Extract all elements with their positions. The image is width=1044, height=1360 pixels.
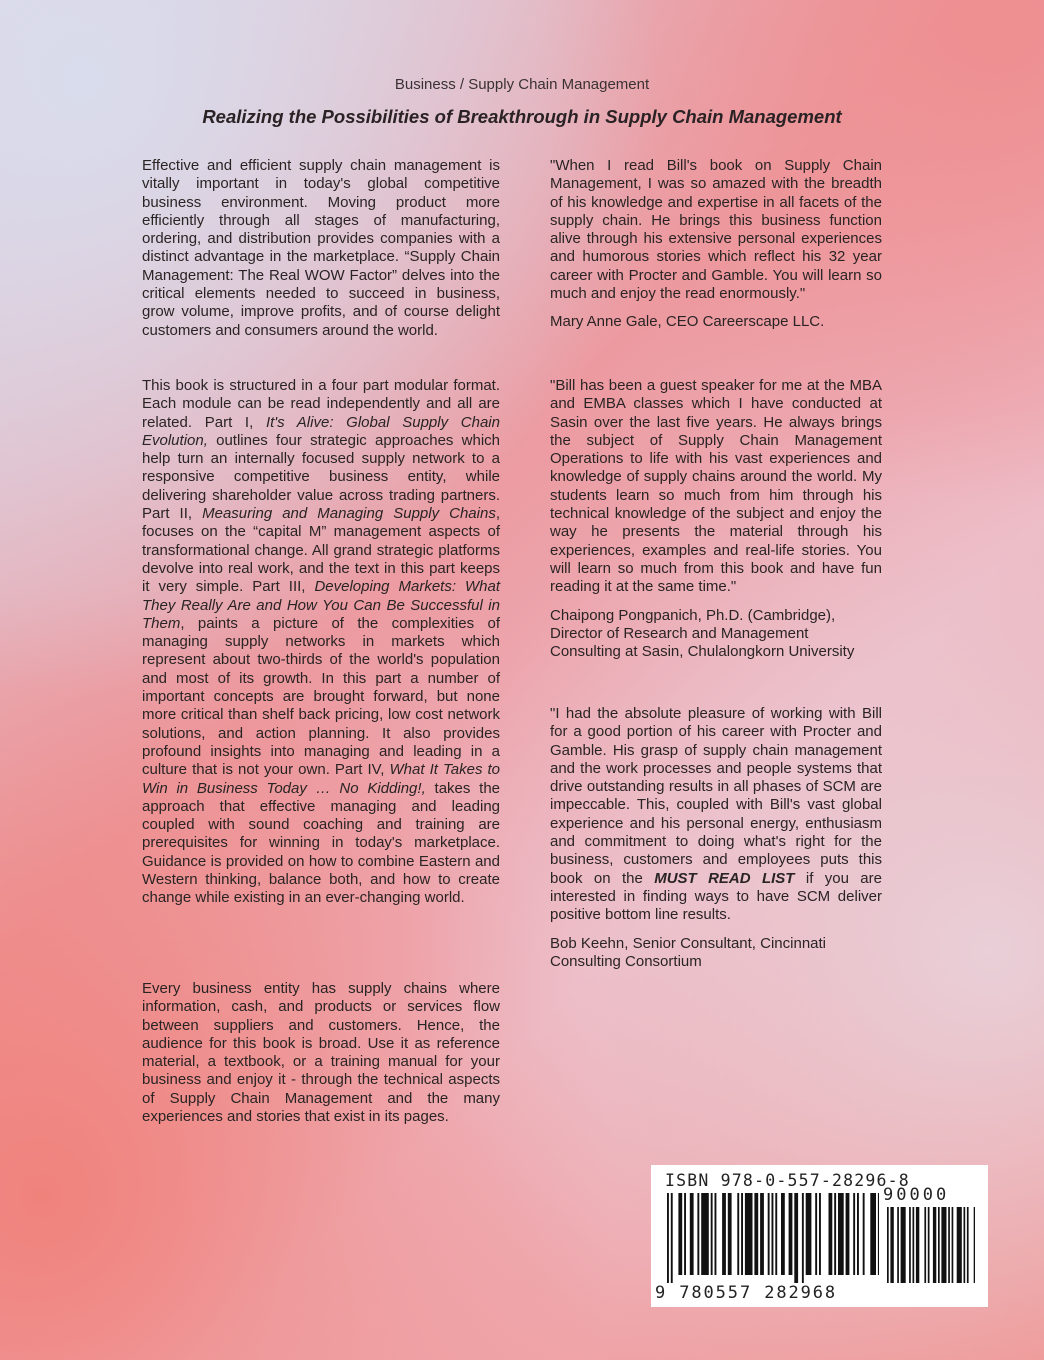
must-read-emphasis: MUST READ LIST	[654, 869, 795, 887]
part3-title: Developing Markets: What They Really Are and How You Can Be Successful in Them	[142, 578, 500, 632]
part2-title: Measuring and Managing Supply Chains	[202, 505, 496, 523]
testimonial-author-affiliation: Director of Research and Management Consulting at Sasin, Chulalongkorn University	[550, 624, 855, 661]
barcode-digits: 9 780557 282968	[655, 1283, 838, 1303]
testimonial-quote: "Bill has been a guest speaker for me at the MBA and EMBA classes which I have conducted at Sasin over the last five years. He always brings the subject of Supply Chain Management Operations to life with his vast experiences and knowledge of supply chains around the world. My students learn so much from him through his technical knowledge of the subject and enjoy the way he presents the material through his experiences, examples and real-life stories. You will learn so much from this book and have fun reading it at the same time."	[550, 377, 882, 596]
testimonial-quote: "When I read Bill's book on Supply Chain Management, I was so amazed with the breadth of his knowledge and expertise in all facets of the supply chain. He brings this business function alive through his extensive personal experiences and humorous stories which reflect his 32 year career with Procter and Gamble. You will learn so much and enjoy the read enormously."	[550, 157, 882, 303]
testimonial-author: Chaipong Pongpanich, Ph.D. (Cambridge),	[550, 606, 836, 624]
description-column	[142, 157, 501, 1126]
testimonial-quote: "I had the absolute pleasure of working with Bill for a good portion of his career with Procter and Gamble. His grasp of supply chain management and the work processes and people systems that drive outstanding results in all phases of SCM are impeccable. This, coupled with Bill's vast global experience and his personal energy, enthusiasm and commitment to doing what's right for the business, customers and employees puts this book on the MUST READ LIST if you are interested in finding ways to have SCM deliver positive bottom line results.	[550, 705, 882, 924]
testimonial-2	[550, 377, 882, 661]
barcode-addon-digits: 90000	[883, 1185, 950, 1205]
part1-title: It's Alive: Global Supply Chain Evolution,	[142, 413, 500, 449]
isbn-barcode	[651, 1165, 988, 1307]
category-line: Business / Supply Chain Management	[394, 76, 650, 93]
barcode-bars	[667, 1193, 879, 1285]
testimonial-1	[550, 157, 882, 332]
isbn-text: ISBN 978-0-557-28296-8	[665, 1171, 910, 1190]
description-paragraph-1: Effective and efficient supply chain management is vitally important in today's global competitive business environment. Moving product more efficiently through all stages of manufacturing, ordering, and distribution provides companies with a distinct advantage in the marketplace. “Supply Chain Management: The Real WOW Factor” delves into the critical elements needed to succeed in business, grow volume, improve profits, and of course delight customers and consumers around the world.	[142, 157, 500, 339]
testimonial-author: Mary Anne Gale, CEO Careerscape LLC.	[550, 313, 825, 331]
description-paragraph-3: Every business entity has supply chains where information, cash, and products or services flow between suppliers and customers. Hence, the audience for this book is broad. Use it as reference material, a textbook, or a training manual for your business and enjoy it - through the technical aspects of Supply Chain Management and the many experiences and stories that exist in its pages.	[142, 980, 500, 1126]
description-paragraph-2: This book is structured in a four part modular format. Each module can be read independently and all are related. Part I, It's Alive: Global Supply Chain Evolution, outlines four strategic approaches which help turn an internally focused supply network to a responsive competitive business entity, while delivering shareholder value across trading partners. Part II, Measuring and Managing Supply Chains, focuses on the “capital M” management aspects of transformational change. All grand strategic platforms devolve into real work, and the text in this part keeps it very simple. Part III, Developing Markets: What They Really Are and How You Can Be Successful in Them, paints a picture of the complexities of managing supply networks in markets which represent about two-thirds of the world's population and most of its growth. In this part a number of important concepts are brought forward, but none more critical than shelf back pricing, low cost network solutions, and action planning. It also provides profound insights into managing and leading in a culture that is not your own. Part IV, What It Takes to Win in Business Today … No Kidding!, takes the approach that effective managing and leading coupled with sound coaching and training are prerequisites for winning in today's marketplace. Guidance is provided on how to combine Eastern and Western thinking, balance both, and how to create change while existing in an ever-changing world.	[142, 377, 501, 907]
headline: Realizing the Possibilities of Breakthrough in Supply Chain Management	[202, 106, 842, 127]
testimonial-3	[550, 705, 882, 971]
barcode-addon-bars	[887, 1207, 975, 1285]
testimonial-author: Bob Keehn, Senior Consultant, Cincinnati Consulting Consortium	[550, 934, 827, 970]
part4-title: What It Takes to Win in Business Today … No Kidding!,	[142, 761, 501, 797]
